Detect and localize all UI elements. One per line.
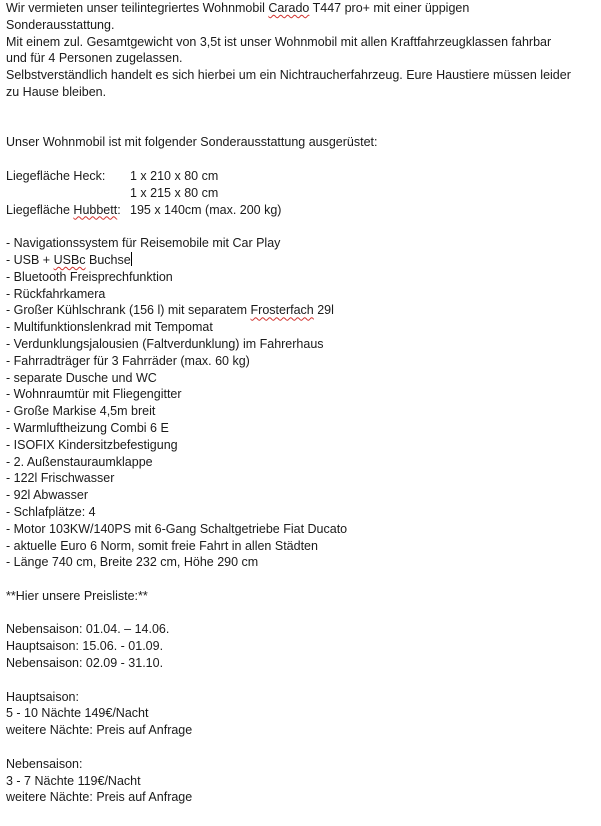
spellcheck-word: Hubbett bbox=[73, 202, 118, 217]
blank-line bbox=[6, 218, 596, 235]
text-run: : bbox=[117, 202, 121, 217]
feature-item: - Verdunklungsjalousien (Faltverdunklung) im Fahrerhaus bbox=[6, 336, 324, 351]
feature-item: - Wohnraumtür mit Fliegengitter bbox=[6, 387, 182, 402]
document-body[interactable] bbox=[6, 0, 596, 806]
feature-item: - Motor 103KW/140PS mit 6-Gang Schaltgetriebe Fiat Ducato bbox=[6, 521, 348, 536]
blank-line bbox=[6, 739, 596, 756]
text-cursor bbox=[131, 252, 132, 266]
blank-line bbox=[6, 101, 596, 118]
text-run: T447 pro+ mit einer üppigen bbox=[309, 1, 470, 15]
feature-item: - 122l Frischwasser bbox=[6, 471, 115, 486]
bed-row-loft bbox=[6, 202, 596, 219]
blank-line bbox=[6, 672, 596, 689]
intro-line: zu Hause bleiben. bbox=[6, 84, 107, 99]
low-season-price: 3 - 7 Nächte 119€/Nacht bbox=[6, 773, 141, 788]
high-season-title: Hauptsaison: bbox=[6, 689, 79, 704]
price-heading: **Hier unsere Preisliste:** bbox=[6, 588, 148, 603]
feature-item: - 92l Abwasser bbox=[6, 488, 88, 503]
feature-item: - ISOFIX Kindersitzbefestigung bbox=[6, 437, 178, 452]
feature-item: - Große Markise 4,5m breit bbox=[6, 404, 156, 419]
blank-line bbox=[6, 151, 596, 168]
feature-item: - Bluetooth Freisprechfunktion bbox=[6, 269, 173, 284]
blank-line bbox=[6, 605, 596, 622]
equipment-heading: Unser Wohnmobil ist mit folgender Sonderausstattung ausgerüstet: bbox=[6, 135, 378, 150]
low-season-more: weitere Nächte: Preis auf Anfrage bbox=[6, 790, 193, 805]
bed-value: 1 x 215 x 80 cm bbox=[130, 185, 219, 200]
high-season-more: weitere Nächte: Preis auf Anfrage bbox=[6, 723, 193, 738]
bed-row-rear bbox=[6, 168, 596, 185]
intro-line: Selbstverständlich handelt es sich hierbei um ein Nichtraucherfahrzeug. Eure Haustiere müssen leider bbox=[6, 68, 571, 83]
text-run: - Großer Kühlschrank (156 l) mit separatem bbox=[6, 303, 251, 318]
spellcheck-word: USBc bbox=[53, 252, 86, 267]
feature-item: - Länge 740 cm, Breite 232 cm, Höhe 290 cm bbox=[6, 555, 259, 570]
feature-item: - Fahrradträger für 3 Fahrräder (max. 60 kg) bbox=[6, 353, 250, 368]
text-run: - USB + bbox=[6, 252, 54, 267]
bed-label: Liegefläche Heck: bbox=[6, 168, 106, 183]
feature-item: - Schlafplätze: 4 bbox=[6, 504, 96, 519]
feature-item bbox=[6, 252, 596, 269]
text-run: 29l bbox=[313, 303, 334, 318]
blank-line bbox=[6, 571, 596, 588]
feature-item: - Multifunktionslenkrad mit Tempomat bbox=[6, 320, 213, 335]
text-run: Liegefläche bbox=[6, 202, 74, 217]
feature-item: - Warmluftheizung Combi 6 E bbox=[6, 420, 169, 435]
intro-line bbox=[6, 0, 596, 17]
feature-item: - 2. Außenstauraumklappe bbox=[6, 454, 153, 469]
spellcheck-word: Carado bbox=[268, 1, 310, 15]
bed-value: 195 x 140cm (max. 200 kg) bbox=[130, 202, 282, 217]
text-run: Buchse bbox=[85, 252, 131, 267]
text-run: Wir vermieten unser teilintegriertes Wohnmobil bbox=[6, 1, 269, 15]
feature-item: - Navigationssystem für Reisemobile mit Car Play bbox=[6, 236, 281, 251]
bed-label-empty bbox=[6, 185, 130, 202]
intro-line: Sonderausstattung. bbox=[6, 17, 115, 32]
blank-line bbox=[6, 118, 596, 135]
feature-item bbox=[6, 302, 596, 319]
bed-row-rear-2 bbox=[6, 185, 596, 202]
low-season-title: Nebensaison: bbox=[6, 756, 83, 771]
intro-line: Mit einem zul. Gesamtgewicht von 3,5t ist unser Wohnmobil mit allen Kraftfahrzeugklassen fahrbar bbox=[6, 34, 552, 49]
intro-line: und für 4 Personen zugelassen. bbox=[6, 51, 183, 66]
high-season-price: 5 - 10 Nächte 149€/Nacht bbox=[6, 706, 149, 721]
feature-item: - aktuelle Euro 6 Norm, somit freie Fahrt in allen Städten bbox=[6, 538, 318, 553]
feature-item: - separate Dusche und WC bbox=[6, 370, 157, 385]
season-range: Nebensaison: 02.09 - 31.10. bbox=[6, 656, 164, 671]
feature-item: - Rückfahrkamera bbox=[6, 286, 106, 301]
season-range: Nebensaison: 01.04. – 14.06. bbox=[6, 622, 170, 637]
bed-label bbox=[6, 202, 130, 219]
season-range: Hauptsaison: 15.06. - 01.09. bbox=[6, 639, 164, 654]
spellcheck-word: Frosterfach bbox=[250, 303, 314, 318]
bed-value: 1 x 210 x 80 cm bbox=[130, 168, 219, 183]
